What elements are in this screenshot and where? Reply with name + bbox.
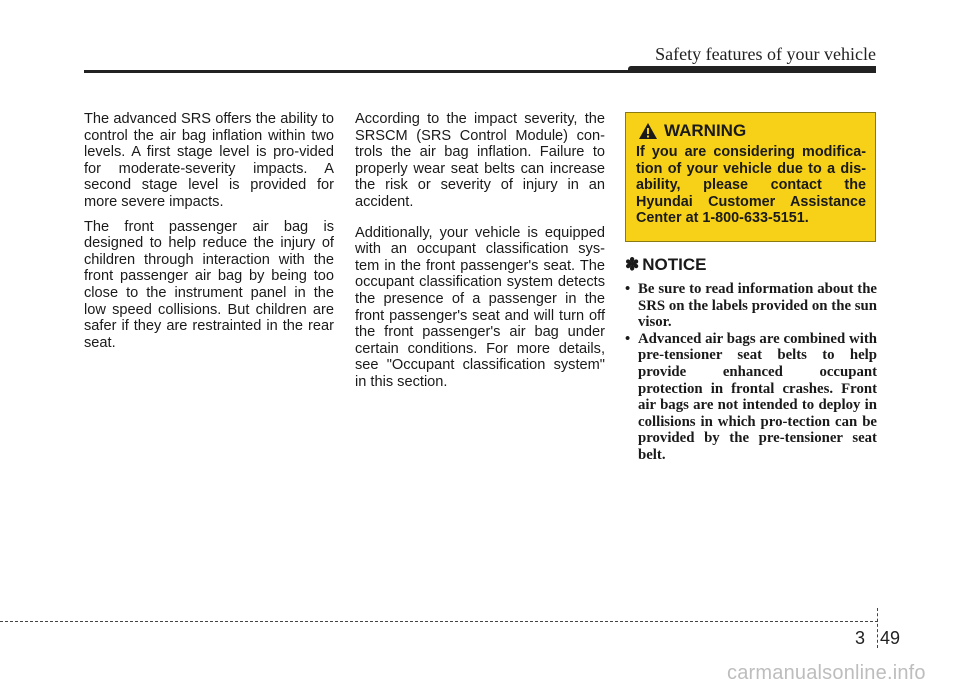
paragraph: The advanced SRS offers the ability to control the air bag inflation within two levels. A first stage level is pro-vided for moderate-severity impacts. A second stage level is provided for more severe impacts. xyxy=(84,111,334,210)
notice-section xyxy=(625,255,877,464)
header-title: Safety features of your vehicle xyxy=(655,44,876,64)
watermark: carmanualsonline.info xyxy=(727,662,926,684)
warning-text: If you are considering modifica-tion of your vehicle due to a dis-ability, please contact the Hyundai Customer Assistance Center at 1-800-633-5151. xyxy=(636,144,866,227)
paragraph: According to the impact severity, the SRSCM (SRS Control Module) con-trols the air bag inflation. Failure to properly wear seat belts can increase the risk or severity of injury in an accident. xyxy=(355,111,605,210)
list-item xyxy=(625,331,877,464)
text-column-2 xyxy=(355,111,605,399)
header-rule-accent xyxy=(628,66,876,73)
list-item xyxy=(625,281,877,331)
list-item-text: Be sure to read information about the SRS on the labels provided on the sun visor. xyxy=(638,281,877,331)
section-number: 3 xyxy=(855,628,866,648)
bullet: • xyxy=(625,330,631,347)
bullet: • xyxy=(625,281,631,297)
notice-heading xyxy=(625,255,877,275)
footer-rule xyxy=(0,621,878,622)
warning-title: WARNING xyxy=(664,121,747,140)
page-number: 49 xyxy=(880,628,901,648)
footer-divider xyxy=(877,608,878,648)
warning-box xyxy=(625,112,876,242)
notice-list xyxy=(625,281,877,464)
text-column-1 xyxy=(84,111,334,359)
notice-asterisk-icon: ✽ xyxy=(625,255,640,274)
paragraph: Additionally, your vehicle is equipped with an occupant classification sys-tem in the front passenger's seat. The occupant classification system detects the presence of a passenger in the front passenger's seat and will turn off the front passenger's air bag under certain conditions. For more details, see "Occupant classification system" in this section. xyxy=(355,224,605,390)
warning-triangle-icon xyxy=(638,122,658,140)
paragraph: The front passenger air bag is designed to help reduce the injury of children through interaction with the front passenger air bag by being too close to the instrument panel in the low speed collisions. But children are safer if they are restrainted in the rear seat. xyxy=(84,218,334,351)
notice-title: NOTICE xyxy=(642,255,707,274)
warning-heading xyxy=(638,121,866,141)
list-item-text: Advanced air bags are combined with pre-tensioner seat belts to help provide enhanced occupant protection in frontal crashes. Front air bags are not intended to deploy in collisions in which pro-tection can be provided by the pre-tensioner seat belt. xyxy=(638,330,877,463)
